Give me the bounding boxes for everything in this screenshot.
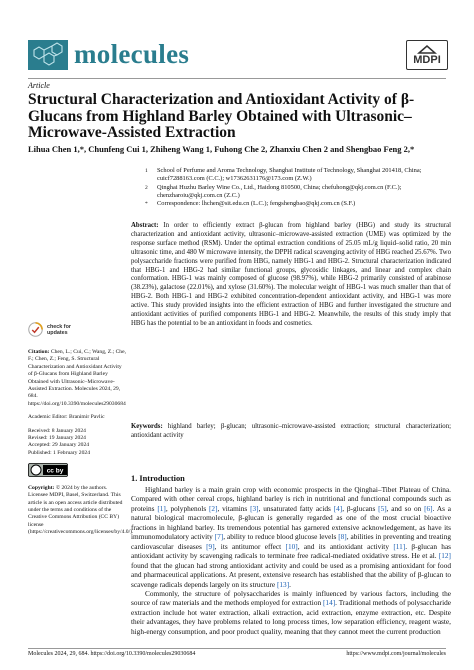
date-revised: Revised: 19 January 2024 bbox=[28, 435, 86, 442]
article-type: Article bbox=[28, 81, 50, 90]
citation-link[interactable]: [11] bbox=[393, 541, 406, 551]
date-received: Received: 8 January 2024 bbox=[28, 427, 86, 434]
cc-badge-text: cc by bbox=[46, 467, 64, 475]
citation-link[interactable]: [3] bbox=[250, 503, 259, 513]
affiliations bbox=[145, 167, 450, 208]
citation-link[interactable]: [6] bbox=[424, 503, 433, 513]
abstract-text: In order to efficiently extract β-glucan from highland barley (HBG) and study its structural characterization and antioxidant activity, ultrasonic–microwave-assisted extraction (UME) was optimized by the response surface method (RSM). Under the optimal extraction conditions of 25.05 mL/g liquid–solid ratio, 20 min ultrasonic time, and 480 W microwave intensity, the DPPH radical scavenging activity of HBG reached 25.67%. Two polysaccharide fractions were purified from HBG, namely HBG-1 and HBG-2. Structural characterization indicated that HBG-1 and HBG-2 had similar functional groups, glycosidic linkages, and linear and complex chain conformation. HBG-1 was mainly composed of glucose (98.97%), while HBG-2 primarily consisted of arabinose (38.23%), galactose (22.01%), and xylose (31.60%). The molecular weight of HBG-1 was much smaller than that of HBG-2. Both HBG-1 and HBG-2 exhibited concentration-dependent antioxidant activity, and HBG-1 was more active. This study provided insights into the efficient extraction of HBG and further investigated the structure and antioxidant activities of purified components HBG-1 and HBG-2. Meanwhile, the results of this study imply that HBG has the potential to be an antioxidant in foods and cosmetics. bbox=[131, 222, 451, 327]
intro-paragraph-1: Highland barley is a main grain crop with economic prospects in the Qinghai–Tibet Plateau of China. Compared with other cereal crops, highland barley is rich in nutritional and functional compounds such as proteins [1], polyphenols [2], vitamins [3], unsaturated fatty acids [4], β-glucans [5], and so on [6]. As a natural biological macromolecule, β-glucan is generally regarded as one of the most crucial bioactive fractions in highland barley. Its tremendous potential has garnered extensive acknowledgement, as have its immunomodulatory activity [7], ability to reduce blood glucose levels [8], abilities in preventing and treating cardiovascular diseases [9], its antitumor effect [10], and its antioxidant activity [11]. β-glucan has antioxidant activity by scavenging radicals to terminate free radical-mediated oxidative stress. He et al. [12] found that the glucan had strong antioxidant activity and could be used as a promising antioxidant for food and pharmaceutical applications. At present, extensive research has established that the ability of β-glucan to scavenge radicals depends largely on its structure [13]. bbox=[131, 485, 452, 589]
citation-link[interactable]: [12] bbox=[438, 551, 451, 561]
abstract bbox=[131, 222, 451, 329]
author-list: Lihua Chen 1,*, Chunfeng Cui 1, Zhiheng Wang 1, Fuhong Che 2, Zhanxiu Chen 2 and Shengbao Feng 2,* bbox=[28, 144, 415, 154]
header-divider bbox=[28, 78, 446, 79]
citation-link[interactable]: [4] bbox=[333, 503, 343, 513]
keywords bbox=[131, 423, 451, 441]
date-published: Published: 1 February 2024 bbox=[28, 449, 90, 456]
check-for-updates-button[interactable]: check for updates bbox=[28, 322, 126, 337]
journal-logo-icon bbox=[28, 40, 68, 70]
citation-link[interactable]: [13] bbox=[276, 579, 290, 589]
mdpi-text: MDPI bbox=[413, 54, 441, 66]
mdpi-logo bbox=[406, 40, 448, 70]
footer-journal-url[interactable]: https://www.mdpi.com/journal/molecules bbox=[346, 651, 446, 657]
academic-editor: Academic Editor: Branimir Pavlic bbox=[28, 414, 105, 421]
paper-title: Structural Characterization and Antioxidant Activity of β-Glucans from Highland Barley Obtained with Ultrasonic–Microwave-Assisted Extraction bbox=[28, 91, 415, 142]
citation-link[interactable]: [14] bbox=[322, 598, 336, 608]
footer-citation[interactable]: Molecules 2024, 29, 684. https://doi.org/10.3390/molecules29030684 bbox=[28, 651, 196, 657]
article-sidebar bbox=[28, 322, 134, 543]
abstract-label: Abstract: bbox=[131, 222, 159, 229]
correspondence: * Correspondence: lhchen@sit.edu.cn (L.C.); fengshengbao@qkj.com.cn (S.F.) bbox=[145, 200, 356, 208]
affiliation-1: 1 School of Perfume and Aroma Technology, Shanghai Institute of Technology, Shanghai 201418, China; cuicf7288163.com (C.C.); w17362631176@173.com (Z.W.) bbox=[145, 167, 422, 183]
affiliation-2: 2 Qinghai Huzhu Barley Wine Co., Ltd., Haidong 810500, China; chefuhong@qkj.com.cn (F.C.); chenzharoiu@qkj.com.cn (Z.C.) bbox=[145, 183, 402, 199]
cc-by-license-icon[interactable] bbox=[28, 463, 68, 477]
mdpi-mark-icon bbox=[417, 44, 437, 54]
citation-link[interactable]: [8] bbox=[338, 532, 347, 542]
citation-link[interactable]: [1] bbox=[157, 503, 166, 513]
citation-link[interactable]: [10] bbox=[285, 541, 298, 551]
citation-link[interactable]: [2] bbox=[208, 503, 218, 513]
keywords-label: Keywords: bbox=[131, 423, 163, 430]
journal-name: molecules bbox=[74, 39, 190, 69]
intro-paragraph-2: Commonly, the structure of polysaccharides is mainly influenced by various factors, including the source of raw materials and the methods employed for extraction [14]. Traditional methods of polysaccharide extraction include hot water extraction, alkali extraction, acid extraction, enzyme extraction, etc. Despite their advantages, they have problems related to long process times, low separation efficiency, reagent waste, high-energy consumption, and poor product quality, meaning that they cannot meet the current production bbox=[131, 588, 451, 636]
citation-link[interactable]: [5] bbox=[378, 503, 387, 513]
check-updates-icon bbox=[28, 322, 43, 337]
citation-link[interactable]: [7] bbox=[214, 532, 224, 542]
citation-link[interactable]: [9] bbox=[206, 541, 215, 551]
footer-divider bbox=[28, 648, 446, 649]
section-heading: 1. Introduction bbox=[131, 474, 185, 483]
date-accepted: Accepted: 29 January 2024 bbox=[28, 442, 90, 449]
citation: Citation: Chen, L.; Cui, C.; Wang, Z.; Che, F.; Chen, Z.; Feng, S. Structural Characterization and Antioxidant Activity of β-Glucans from Highland Barley Obtained with Ultrasonic–Microwave-Assisted Extraction. Molecules 2024, 29, 684. https://doi.org/10.3390/molecules29030684 bbox=[28, 349, 126, 407]
keywords-text: highland barley; β-glucan; ultrasonic–microwave-assisted extraction; structural characterization; antioxidant activity bbox=[131, 423, 451, 439]
copyright: Copyright: © 2024 by the authors. Licensee MDPI, Basel, Switzerland. This article is an open access article distributed under the terms and conditions of the Creative Commons Attribution (CC BY) license (https://creativecommons.org/licenses/by/4.0/). bbox=[28, 484, 134, 536]
introduction-body bbox=[131, 485, 451, 636]
